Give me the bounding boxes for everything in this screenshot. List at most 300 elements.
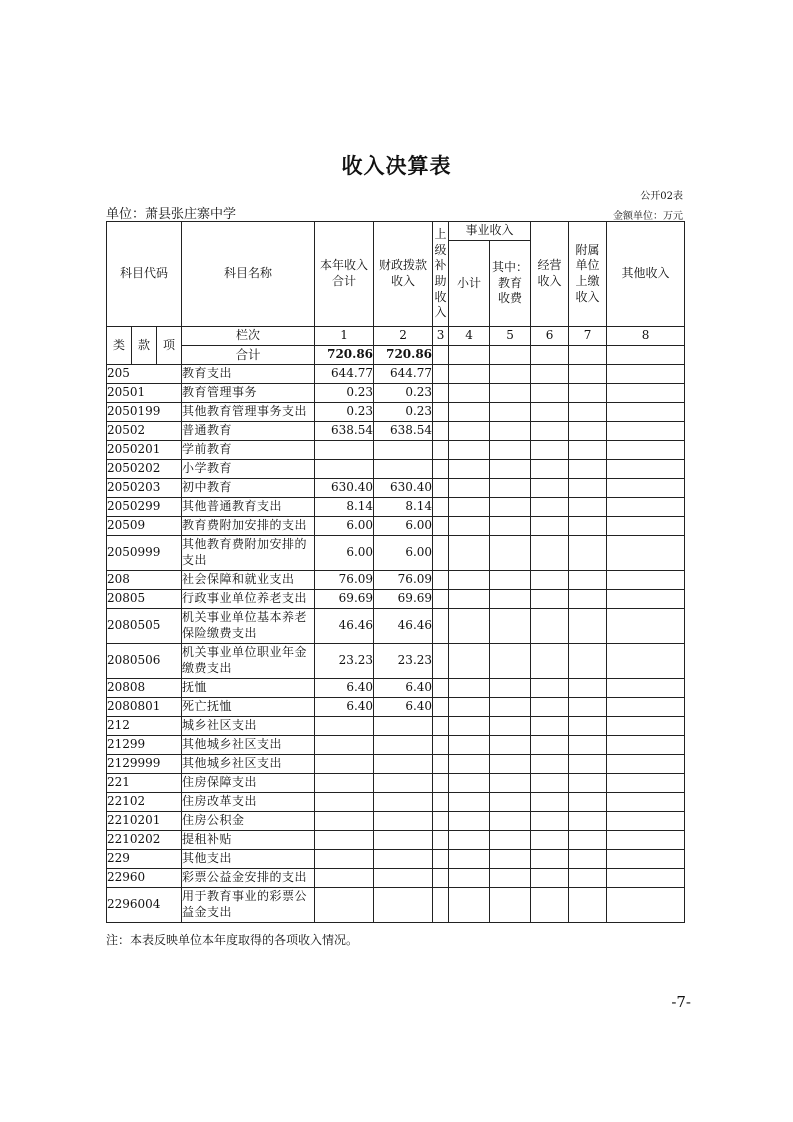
empty-cell [607, 831, 685, 850]
table-row [107, 384, 685, 403]
total-income-value [315, 888, 374, 923]
table-row [107, 365, 685, 384]
empty-cell [607, 609, 685, 644]
table-row [107, 498, 685, 517]
empty-cell [449, 812, 490, 831]
empty-cell [449, 774, 490, 793]
empty-cell [433, 869, 449, 888]
empty-cell [569, 831, 607, 850]
header-total-income: 本年收入 合计 [315, 222, 374, 327]
subject-name: 城乡社区支出 [182, 717, 315, 736]
empty-cell [607, 498, 685, 517]
subject-code: 20805 [107, 590, 182, 609]
empty-cell [531, 517, 569, 536]
empty-cell [569, 479, 607, 498]
subject-name: 行政事业单位养老支出 [182, 590, 315, 609]
empty-cell [569, 571, 607, 590]
fiscal-value [374, 812, 433, 831]
fiscal-value: 6.00 [374, 536, 433, 571]
fiscal-value [374, 774, 433, 793]
subject-name: 住房公积金 [182, 812, 315, 831]
empty-cell [569, 717, 607, 736]
subject-code: 221 [107, 774, 182, 793]
table-row [107, 698, 685, 717]
header-business-income: 事业收入 [449, 222, 531, 241]
table-row [107, 460, 685, 479]
col-num: 4 [449, 327, 490, 346]
empty-cell [490, 422, 531, 441]
subject-name: 提租补贴 [182, 831, 315, 850]
empty-cell [490, 869, 531, 888]
empty-cell [433, 850, 449, 869]
subject-code: 22960 [107, 869, 182, 888]
empty-cell [490, 498, 531, 517]
empty-cell [490, 460, 531, 479]
subject-name: 普通教育 [182, 422, 315, 441]
page-title: 收入决算表 [341, 153, 452, 178]
subject-name: 教育费附加安排的支出 [182, 517, 315, 536]
fiscal-value: 6.40 [374, 679, 433, 698]
empty-cell [433, 590, 449, 609]
subject-code: 2050999 [107, 536, 182, 571]
subject-code: 20502 [107, 422, 182, 441]
empty-cell [607, 536, 685, 571]
empty-cell [531, 831, 569, 850]
empty-cell [449, 888, 490, 923]
subject-code: 2080505 [107, 609, 182, 644]
amount-unit: 金额单位：万元 [613, 211, 683, 222]
fiscal-value: 76.09 [374, 571, 433, 590]
empty-cell [569, 460, 607, 479]
empty-cell [607, 888, 685, 923]
subject-code: 2050202 [107, 460, 182, 479]
empty-cell [531, 717, 569, 736]
table-row [107, 774, 685, 793]
empty-cell [433, 679, 449, 698]
empty-cell [531, 479, 569, 498]
subject-code: 2050201 [107, 441, 182, 460]
fiscal-value: 6.00 [374, 517, 433, 536]
subject-name: 教育管理事务 [182, 384, 315, 403]
subject-name: 其他教育管理事务支出 [182, 403, 315, 422]
table-row [107, 479, 685, 498]
total-income-value [315, 736, 374, 755]
empty-cell [490, 403, 531, 422]
empty-cell [607, 479, 685, 498]
empty-cell [490, 698, 531, 717]
empty-cell [449, 698, 490, 717]
subject-name: 住房改革支出 [182, 793, 315, 812]
total-income-value: 6.00 [315, 517, 374, 536]
empty-cell [607, 441, 685, 460]
empty-cell [433, 888, 449, 923]
empty-cell [490, 774, 531, 793]
total-income-value: 69.69 [315, 590, 374, 609]
subject-name: 机关事业单位基本养老保险缴费支出 [182, 609, 315, 644]
empty-cell [449, 850, 490, 869]
empty-cell [433, 441, 449, 460]
fiscal-value: 0.23 [374, 403, 433, 422]
subject-code: 2080801 [107, 698, 182, 717]
empty-cell [531, 644, 569, 679]
header-subtotal: 小计 [449, 241, 490, 327]
unit-label: 单位：萧县张庄寨中学 [106, 207, 237, 222]
income-table [106, 221, 685, 923]
empty-cell [433, 774, 449, 793]
empty-cell [569, 793, 607, 812]
table-row [107, 609, 685, 644]
fiscal-value: 69.69 [374, 590, 433, 609]
empty-cell [607, 793, 685, 812]
empty-cell [531, 755, 569, 774]
empty-cell [607, 422, 685, 441]
empty-cell [490, 441, 531, 460]
total-income-value: 630.40 [315, 479, 374, 498]
subject-name: 学前教育 [182, 441, 315, 460]
subject-name: 彩票公益金安排的支出 [182, 869, 315, 888]
total-income-value [315, 441, 374, 460]
empty-cell [569, 679, 607, 698]
empty-cell [569, 498, 607, 517]
empty-cell [531, 736, 569, 755]
empty-cell [449, 793, 490, 812]
fiscal-value [374, 850, 433, 869]
table-row [107, 590, 685, 609]
empty-cell [433, 755, 449, 774]
empty-cell [490, 812, 531, 831]
table-row [107, 403, 685, 422]
table-row [107, 422, 685, 441]
empty-cell [531, 536, 569, 571]
empty-cell [490, 571, 531, 590]
empty-cell [569, 644, 607, 679]
empty-cell [607, 717, 685, 736]
table-row [107, 679, 685, 698]
fiscal-value: 638.54 [374, 422, 433, 441]
table-row [107, 888, 685, 923]
empty-cell [449, 441, 490, 460]
empty-cell [490, 609, 531, 644]
table-row [107, 755, 685, 774]
empty-cell [433, 644, 449, 679]
empty-cell [607, 850, 685, 869]
col-num: 2 [374, 327, 433, 346]
empty-cell [449, 479, 490, 498]
total-income-value: 0.23 [315, 384, 374, 403]
header-affiliated: 附属 单位 上缴 收入 [569, 222, 607, 327]
subject-name: 其他城乡社区支出 [182, 755, 315, 774]
fiscal-value [374, 755, 433, 774]
empty-cell [433, 422, 449, 441]
empty-cell [433, 698, 449, 717]
empty-cell [490, 717, 531, 736]
header-subject-name: 科目名称 [182, 222, 315, 327]
empty-cell [433, 831, 449, 850]
table-row [107, 717, 685, 736]
empty-cell [607, 644, 685, 679]
total-income-value: 6.40 [315, 698, 374, 717]
empty-cell [569, 365, 607, 384]
subject-name: 其他普通教育支出 [182, 498, 315, 517]
total-row [107, 346, 685, 365]
empty-cell [490, 831, 531, 850]
total-income-value: 0.23 [315, 403, 374, 422]
fiscal-value [374, 460, 433, 479]
subject-code: 2129999 [107, 755, 182, 774]
col-num: 7 [569, 327, 607, 346]
subject-code: 2050299 [107, 498, 182, 517]
total-income-value [315, 717, 374, 736]
empty-cell [607, 736, 685, 755]
empty-cell [531, 384, 569, 403]
col-num: 1 [315, 327, 374, 346]
subject-name: 小学教育 [182, 460, 315, 479]
empty-cell [449, 755, 490, 774]
empty-cell [449, 736, 490, 755]
fiscal-value: 630.40 [374, 479, 433, 498]
header-kuan: 款 [132, 327, 157, 365]
subject-code: 2050199 [107, 403, 182, 422]
subject-name: 住房保障支出 [182, 774, 315, 793]
empty-cell [531, 850, 569, 869]
empty-cell [449, 422, 490, 441]
empty-cell [607, 869, 685, 888]
empty-cell [607, 774, 685, 793]
col-num: 5 [490, 327, 531, 346]
empty-cell [433, 717, 449, 736]
empty-cell [490, 536, 531, 571]
total-income-value: 6.00 [315, 536, 374, 571]
empty-cell [433, 498, 449, 517]
empty-cell [433, 365, 449, 384]
empty-cell [607, 571, 685, 590]
empty-cell [490, 755, 531, 774]
empty-cell [449, 365, 490, 384]
col-num: 8 [607, 327, 685, 346]
total-income-value: 46.46 [315, 609, 374, 644]
table-row [107, 736, 685, 755]
header-edu-fee: 其中： 教育 收费 [490, 241, 531, 327]
empty-cell [449, 384, 490, 403]
empty-cell [607, 517, 685, 536]
subject-code: 20509 [107, 517, 182, 536]
subject-code: 205 [107, 365, 182, 384]
total-income-value [315, 774, 374, 793]
empty-cell [569, 850, 607, 869]
total-income-value: 644.77 [315, 365, 374, 384]
empty-cell [449, 717, 490, 736]
footnote: 注：本表反映单位本年度取得的各项收入情况。 [106, 933, 359, 947]
empty-cell [490, 888, 531, 923]
empty-cell [531, 812, 569, 831]
subject-code: 21299 [107, 736, 182, 755]
fiscal-value [374, 736, 433, 755]
total-income-value: 8.14 [315, 498, 374, 517]
total-income-value [315, 869, 374, 888]
empty-cell [531, 403, 569, 422]
total-income-value [315, 755, 374, 774]
subject-code: 2210202 [107, 831, 182, 850]
empty-cell [607, 812, 685, 831]
empty-cell [490, 850, 531, 869]
empty-cell [449, 403, 490, 422]
header-row-lanci [107, 327, 685, 346]
table-row [107, 441, 685, 460]
empty-cell [607, 698, 685, 717]
empty-cell [449, 498, 490, 517]
subject-code: 2210201 [107, 812, 182, 831]
header-row-1 [107, 222, 685, 241]
subject-code: 20808 [107, 679, 182, 698]
header-operating: 经营 收入 [531, 222, 569, 327]
total-income-value: 6.40 [315, 679, 374, 698]
empty-cell [449, 460, 490, 479]
empty-cell [433, 609, 449, 644]
empty-cell [531, 869, 569, 888]
fiscal-value: 644.77 [374, 365, 433, 384]
fiscal-value: 0.23 [374, 384, 433, 403]
empty-cell [490, 679, 531, 698]
subject-name: 死亡抚恤 [182, 698, 315, 717]
empty-cell [449, 571, 490, 590]
empty-cell [449, 679, 490, 698]
empty-cell [531, 498, 569, 517]
fiscal-value: 23.23 [374, 644, 433, 679]
empty-cell [433, 479, 449, 498]
total-income-value [315, 831, 374, 850]
empty-cell [531, 571, 569, 590]
empty-cell [607, 403, 685, 422]
empty-cell [607, 755, 685, 774]
header-superior-subsidy: 上 级 补 助 收 入 [433, 222, 449, 327]
header-subject-code: 科目代码 [107, 222, 182, 327]
empty-cell [569, 698, 607, 717]
empty-cell [531, 774, 569, 793]
empty-cell [569, 403, 607, 422]
empty-cell [490, 793, 531, 812]
total-income-value [315, 460, 374, 479]
empty-cell [569, 609, 607, 644]
total-fiscal-value: 720.86 [374, 346, 433, 365]
empty-cell [569, 590, 607, 609]
page-number: -7- [671, 993, 691, 1011]
fiscal-value [374, 888, 433, 923]
col-num: 3 [433, 327, 449, 346]
empty-cell [449, 536, 490, 571]
form-code: 公开02表 [640, 191, 683, 202]
fiscal-value: 8.14 [374, 498, 433, 517]
subject-code: 2296004 [107, 888, 182, 923]
subject-name: 其他城乡社区支出 [182, 736, 315, 755]
empty-cell [449, 644, 490, 679]
empty-cell [490, 517, 531, 536]
empty-cell [531, 793, 569, 812]
empty-cell [531, 698, 569, 717]
subject-code: 229 [107, 850, 182, 869]
empty-cell [531, 590, 569, 609]
empty-cell [607, 590, 685, 609]
table-row [107, 812, 685, 831]
empty-cell [490, 590, 531, 609]
empty-cell [569, 774, 607, 793]
subject-name: 其他支出 [182, 850, 315, 869]
empty-cell [490, 479, 531, 498]
subject-code: 2080506 [107, 644, 182, 679]
empty-cell [449, 590, 490, 609]
empty-cell [433, 812, 449, 831]
empty-cell [531, 365, 569, 384]
subject-code: 22102 [107, 793, 182, 812]
fiscal-value [374, 717, 433, 736]
fiscal-value [374, 869, 433, 888]
total-label: 合计 [182, 346, 315, 365]
subject-name: 初中教育 [182, 479, 315, 498]
empty-cell [531, 679, 569, 698]
subject-name: 社会保障和就业支出 [182, 571, 315, 590]
empty-cell [569, 888, 607, 923]
empty-cell [569, 736, 607, 755]
subject-name: 抚恤 [182, 679, 315, 698]
table-row [107, 850, 685, 869]
empty-cell [449, 831, 490, 850]
subject-name: 用于教育事业的彩票公益金支出 [182, 888, 315, 923]
empty-cell [607, 460, 685, 479]
empty-cell [490, 384, 531, 403]
empty-cell [490, 736, 531, 755]
table-row [107, 793, 685, 812]
empty-cell [531, 609, 569, 644]
empty-cell [433, 536, 449, 571]
subject-code: 20501 [107, 384, 182, 403]
total-income-value: 720.86 [315, 346, 374, 365]
header-other: 其他收入 [607, 222, 685, 327]
empty-cell [449, 517, 490, 536]
subject-name: 其他教育费附加安排的支出 [182, 536, 315, 571]
empty-cell [490, 365, 531, 384]
total-income-value [315, 793, 374, 812]
subject-name: 机关事业单位职业年金缴费支出 [182, 644, 315, 679]
empty-cell [569, 517, 607, 536]
total-income-value [315, 850, 374, 869]
empty-cell [569, 869, 607, 888]
table-row [107, 869, 685, 888]
empty-cell [569, 536, 607, 571]
empty-cell [449, 609, 490, 644]
fiscal-value [374, 441, 433, 460]
header-fiscal: 财政拨款 收入 [374, 222, 433, 327]
fiscal-value [374, 831, 433, 850]
empty-cell [433, 403, 449, 422]
empty-cell [433, 384, 449, 403]
col-num: 6 [531, 327, 569, 346]
empty-cell [531, 422, 569, 441]
table-row [107, 536, 685, 571]
fiscal-value [374, 793, 433, 812]
total-income-value: 638.54 [315, 422, 374, 441]
header-lanci: 栏次 [182, 327, 315, 346]
table-row [107, 831, 685, 850]
empty-cell [569, 755, 607, 774]
subject-code: 208 [107, 571, 182, 590]
total-income-value: 76.09 [315, 571, 374, 590]
total-income-value: 23.23 [315, 644, 374, 679]
table-row [107, 644, 685, 679]
empty-cell [433, 571, 449, 590]
empty-cell [531, 888, 569, 923]
subject-code: 212 [107, 717, 182, 736]
empty-cell [449, 869, 490, 888]
empty-cell [531, 441, 569, 460]
